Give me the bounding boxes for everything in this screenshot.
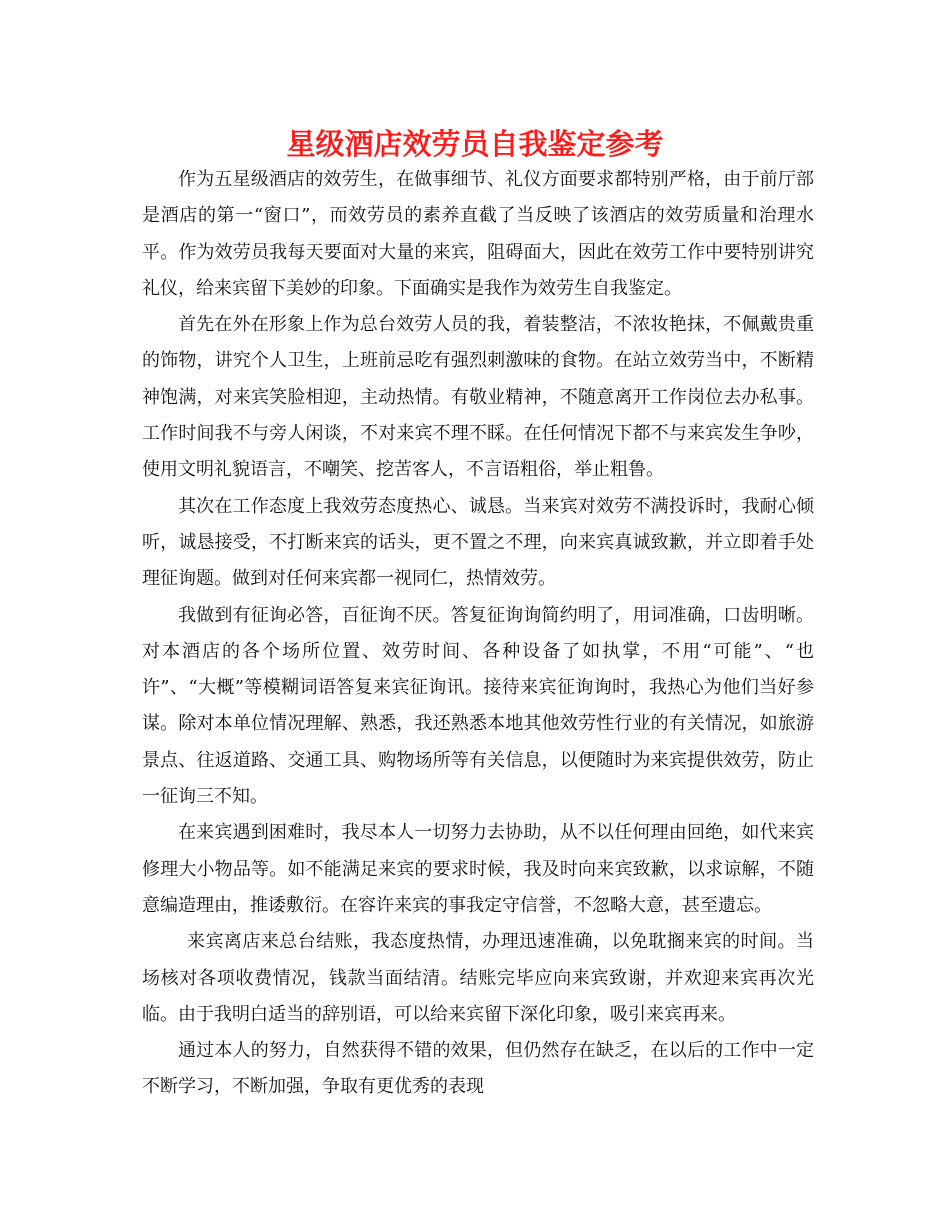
- paragraph-3: 其次在工作态度上我效劳态度热心、诚恳。当来宾对效劳不满投诉时，我耐心倾听，诚恳接受，不打断来宾的话头，更不置之不理，向来宾真诚致歉，并立即着手处理征询题。做到对任何来宾都一视同仁，热情效劳。: [142, 495, 814, 590]
- document-title: 星级酒店效劳员自我鉴定参考: [286, 127, 664, 161]
- document-body: [142, 162, 814, 1106]
- paragraph-7: 通过本人的努力，自然获得不错的效果，但仍然存在缺乏，在以后的工作中一定不断学习，不断加强，争取有更优秀的表现: [142, 1040, 814, 1098]
- paragraph-1: 作为五星级酒店的效劳生，在做事细节、礼仪方面要求都特别严格，由于前厅部是酒店的第一“窗口”，而效劳员的素养直截了当反映了该酒店的效劳质量和治理水平。作为效劳员我每天要面对大量的来宾，阻碍面大，因此在效劳工作中要特别讲究礼仪，给来宾留下美妙的印象。下面确实是我作为效劳生自我鉴定。: [142, 169, 814, 299]
- paragraph-2: 首先在外在形象上作为总台效劳人员的我，着装整洁，不浓妆艳抹，不佩戴贵重的饰物，讲究个人卫生，上班前忌吃有强烈刺激味的食物。在站立效劳当中，不断精神饱满，对来宾笑脸相迎，主动热情。有敬业精神，不随意离开工作岗位去办私事。工作时间我不与旁人闲谈，不对来宾不理不睬。在任何情况下都不与来宾发生争吵，使用文明礼貌语言，不嘲笑、挖苦客人，不言语粗俗，举止粗鲁。: [142, 314, 814, 481]
- paragraph-4: 我做到有征询必答，百征询不厌。答复征询询简约明了，用词准确，口齿明晰。对本酒店的各个场所位置、效劳时间、各种设备了如执掌，不用“可能”、“也许”、“大概”等模糊词语答复来宾征询讯。接待来宾征询询时，我热心为他们当好参谋。除对本单位情况理解、熟悉，我还熟悉本地其他效劳性行业的有关情况，如旅游景点、往返道路、交通工具、购物场所等有关信息，以便随时为来宾提供效劳，防止一征询三不知。: [142, 604, 814, 808]
- paragraph-5: 在来宾遇到困难时，我尽本人一切努力去协助，从不以任何理由回绝，如代来宾修理大小物品等。如不能满足来宾的要求时候，我及时向来宾致歉，以求谅解，不随意编造理由，推诿敷衍。在容许来宾的事我定守信誉，不忽略大意，甚至遗忘。: [142, 822, 814, 916]
- paragraph-6: 来宾离店来总台结账，我态度热情，办理迅速准确，以免耽搁来宾的时间。当场核对各项收费情况，钱款当面结清。结账完毕应向来宾致谢，并欢迎来宾再次光临。由于我明白适当的辞别语，可以给来宾留下深化印象，吸引来宾再来。: [142, 931, 814, 1025]
